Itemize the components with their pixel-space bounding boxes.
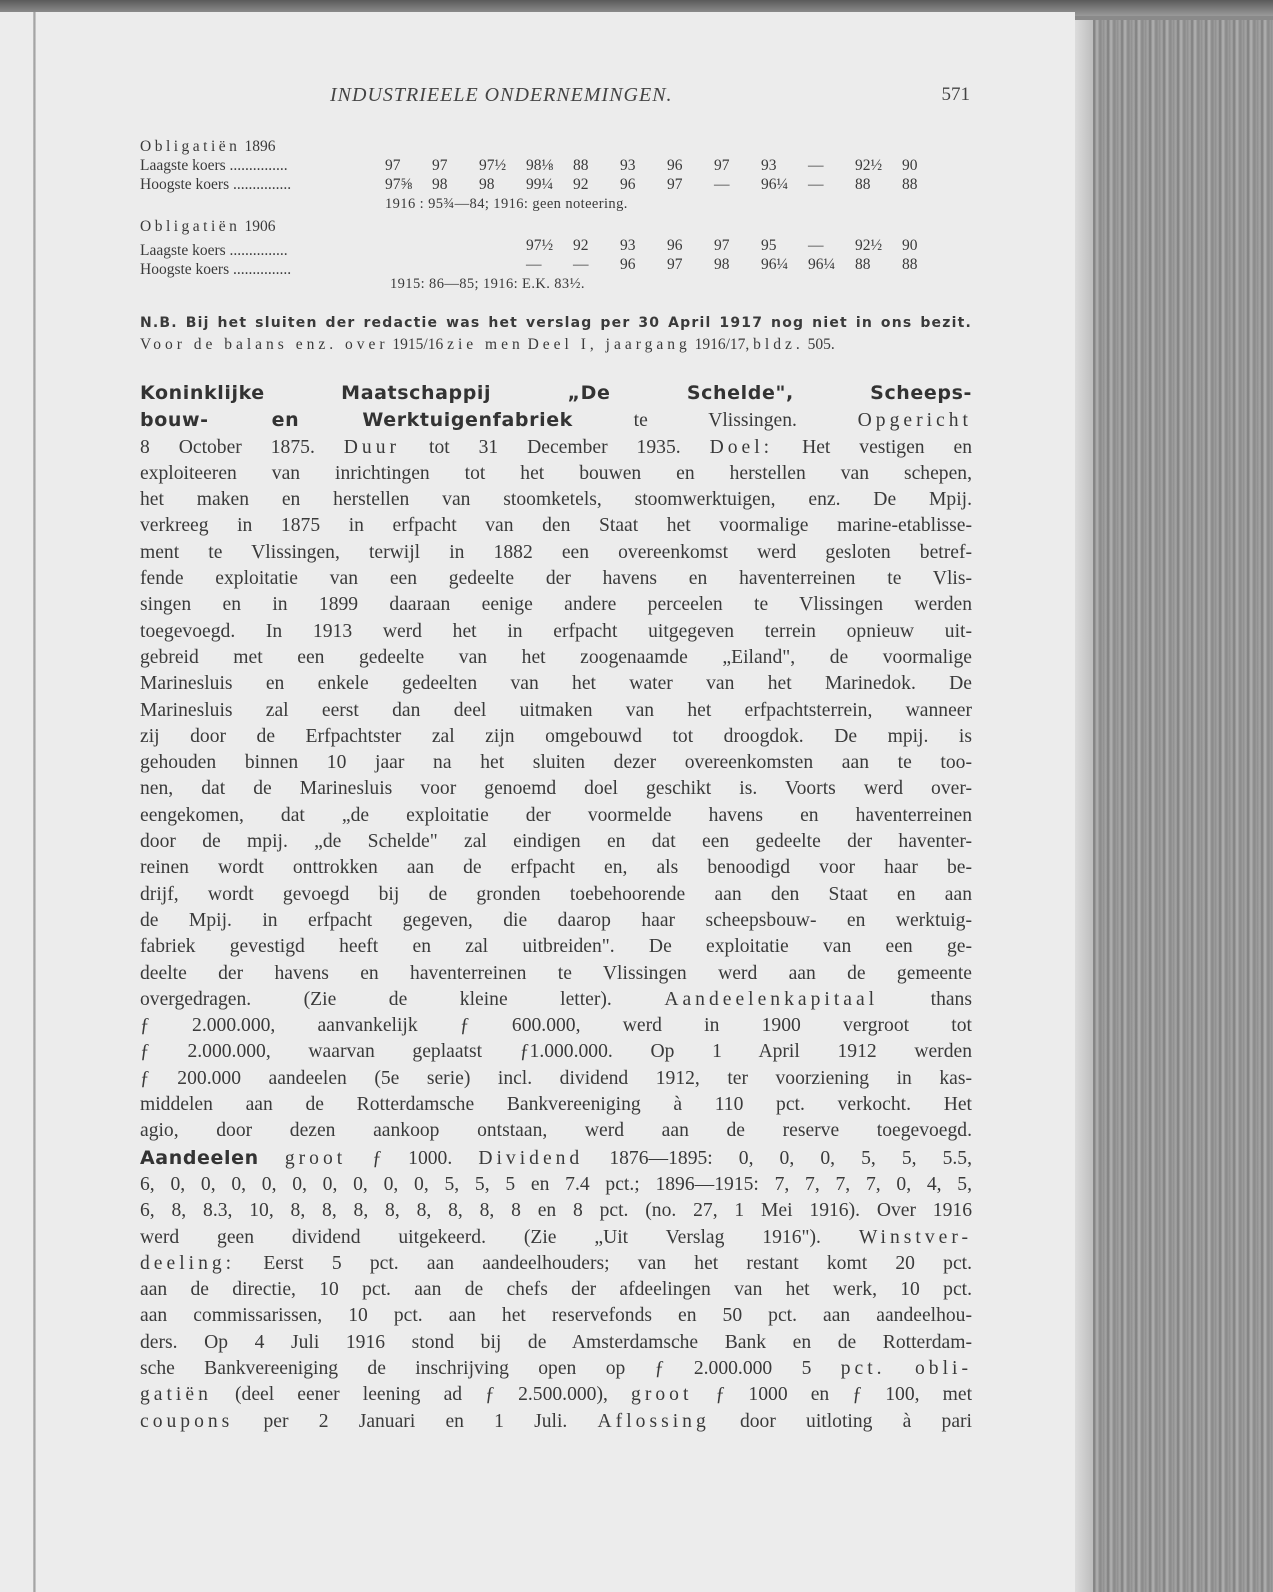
entry-keyword: Dividend <box>478 1147 584 1169</box>
entry-keyword: Doel: <box>709 436 774 458</box>
entry-line: ƒ 2.000.000, aanvankelijk ƒ 600.000, werd in 1900 vergroot tot <box>140 1015 972 1037</box>
table-cell: 92½ <box>855 157 883 174</box>
company-entry <box>140 380 972 1435</box>
table-cell: 88 <box>573 157 589 174</box>
entry-keyword: obli- <box>914 1357 972 1379</box>
table-cell: 98 <box>714 256 730 273</box>
table-cell: 96¼ <box>808 256 836 273</box>
table-cell: 88 <box>902 256 918 273</box>
entry-line: het maken en herstellen van stoomketels, stoomwerktuigen, enz. De Mpij. <box>140 489 972 511</box>
table-cell: 97 <box>667 176 683 193</box>
entry-keyword: groot <box>284 1147 347 1169</box>
table-cell: — <box>714 176 730 193</box>
entry-line: aan commissarissen, 10 pct. aan het reservefonds en 50 pct. aan aandeelhou- <box>140 1305 972 1327</box>
table-cell: 88 <box>855 176 871 193</box>
entry-line <box>140 1356 972 1382</box>
table-cell <box>385 237 432 255</box>
running-title: INDUSTRIEELE ONDERNEMINGEN. <box>330 84 673 106</box>
table-cell: 88 <box>855 256 871 273</box>
bond-heading-label: Obligatiën <box>140 218 241 235</box>
entry-text: thans <box>930 988 972 1010</box>
table-cell <box>385 256 432 274</box>
entry-line: fabriek gevestigd heeft en zal uitbreiden". De exploitatie van een ge- <box>140 936 972 958</box>
table-cell: 96¼ <box>761 256 789 273</box>
page-content <box>140 84 972 1435</box>
table-cell <box>432 256 479 274</box>
table-row <box>140 157 972 176</box>
bond-note: 1915: 86—85; 1916: E.K. 83½. <box>390 276 585 292</box>
entry-line: 6, 0, 0, 0, 0, 0, 0, 0, 0, 0, 5, 5, 5 en 7.4 pct.; 1896—1915: 7, 7, 7, 7, 0, 4, 5, <box>140 1173 972 1195</box>
table-cell: 97 <box>385 157 401 174</box>
entry-line <box>140 380 972 407</box>
table-cell <box>479 237 526 255</box>
entry-line: deelte der havens en haventerreinen te Vlissingen werd aan de gemeente <box>140 962 972 984</box>
entry-text: Het vestigen en <box>802 436 972 458</box>
entry-line: Marinesluis en enkele gedeelten van het water van het Marinedok. De <box>140 673 972 695</box>
entry-line: agio, door dezen aankoop ontstaan, werd aan de reserve toegevoegd. <box>140 1120 972 1142</box>
table-row <box>140 237 972 259</box>
entry-line: gehouden binnen 10 jaar na het sluiten dezer overeenkomsten aan te too- <box>140 752 972 774</box>
entry-text: per 2 Januari en 1 Juli. <box>263 1410 568 1432</box>
entry-keyword: groot <box>631 1384 693 1406</box>
bond-table-1906 <box>140 218 972 294</box>
entry-line <box>140 435 972 461</box>
page-number: 571 <box>941 84 970 105</box>
entry-keyword: Duur <box>343 436 401 458</box>
entry-line: 6, 8, 8.3, 10, 8, 8, 8, 8, 8, 8, 8, 8 en 8 pct. (no. 27, 1 Mei 1916). Over 1916 <box>140 1200 972 1222</box>
entry-text: sche Bankvereeniging de inschrijving open op ƒ 2.000.000 5 <box>140 1357 812 1379</box>
table-cell <box>432 237 479 255</box>
bond-heading-year: 1896 <box>244 138 276 155</box>
entry-line: reinen wordt onttrokken aan de erfpacht en, als benoodigd voor haar be- <box>140 857 972 879</box>
table-cell: 93 <box>620 237 636 254</box>
table-cell: 97½ <box>479 157 507 174</box>
table-cell: 95 <box>761 237 777 254</box>
bond-heading <box>140 218 972 237</box>
table-cell: 99¼ <box>526 176 554 193</box>
entry-keyword: coupons <box>140 1410 234 1432</box>
row-label: Laagste koers ............... <box>140 242 288 259</box>
entry-line: toegevoegd. In 1913 werd het in erfpacht uitgegeven terrein opnieuw uit- <box>140 620 972 642</box>
note-year: 1916/17, <box>694 336 750 353</box>
entry-line: nen, dat de Marinesluis voor genoemd doel geschikt is. Voorts werd over- <box>140 778 972 800</box>
table-cell: 88 <box>902 176 918 193</box>
entry-line: zij door de Erfpachtster zal zijn omgebouwd tot droogdok. De mpij. is <box>140 725 972 747</box>
entry-line: exploiteeren van inrichtingen tot het bouwen en herstellen van schepen, <box>140 462 972 484</box>
note-text: bldz. <box>753 336 804 353</box>
note-page: 505. <box>807 336 835 353</box>
entry-text: ƒ 1000. <box>372 1147 453 1169</box>
table-cell: 97 <box>667 256 683 273</box>
table-cell: 93 <box>620 157 636 174</box>
table-cell: 92 <box>573 237 589 254</box>
table-cell: — <box>573 256 589 273</box>
entry-line: de Mpij. in erfpacht gegeven, die daarop haar scheepsbouw- en werktuig- <box>140 909 972 931</box>
entry-line: aan de directie, 10 pct. aan de chefs der afdeelingen van het werk, 10 pct. <box>140 1279 972 1301</box>
table-cell: 98 <box>432 176 448 193</box>
entry-keyword: Aflossing <box>597 1410 710 1432</box>
row-label: Laagste koers ............... <box>140 157 288 174</box>
entry-line: Marinesluis zal eerst dan deel uitmaken van het erfpachtsterrein, wanneer <box>140 699 972 721</box>
entry-line: singen en in 1899 daaraan eenige andere perceelen te Vlissingen werden <box>140 594 972 616</box>
entry-keyword: deeling: <box>140 1252 236 1274</box>
table-cell: 98⅛ <box>526 157 554 174</box>
entry-keyword: pct. <box>840 1357 886 1379</box>
entry-line: ƒ 200.000 aandeelen (5e serie) incl. dividend 1912, ter voorziening in kas- <box>140 1067 972 1089</box>
entry-line: verkreeg in 1875 in erfpacht van den Staat het voormalige marine-etablisse- <box>140 515 972 537</box>
entry-line <box>140 1145 972 1172</box>
entry-text: overgedragen. (Zie de kleine letter). <box>140 988 612 1010</box>
table-cell: 92 <box>573 176 589 193</box>
table-cell: 97⅝ <box>385 176 413 193</box>
entry-bold-keyword: Aandeelen <box>140 1146 259 1169</box>
page-stack-edge <box>1075 20 1273 1592</box>
table-cell: 90 <box>902 157 918 174</box>
entry-text: ƒ 1000 en ƒ 100, met <box>715 1384 973 1406</box>
bond-table-1896 <box>140 138 972 214</box>
entry-text: 1876—1895: 0, 0, 0, 5, 5, 5.5, <box>609 1147 973 1169</box>
entry-line: eengekomen, dat „de exploitatie der voormelde havens en haventerreinen <box>140 804 972 826</box>
entry-line <box>140 407 972 434</box>
table-cell: — <box>808 157 824 174</box>
page-gutter <box>33 12 36 1592</box>
entry-text: (deel eener leening ad ƒ 2.500.000), <box>235 1384 608 1406</box>
note-bold-text: N.B. Bij het sluiten der redactie was het verslag per 30 April 1917 nog niet in ons bezit. <box>140 315 972 331</box>
table-row <box>140 176 972 195</box>
entry-text: te Vlissingen. <box>633 410 797 432</box>
entry-keyword: Opgericht <box>857 410 972 432</box>
bond-heading-label: Obligatiën <box>140 138 241 155</box>
entry-line: drijf, wordt gevoegd bij de gronden toebehoorende aan den Staat en aan <box>140 883 972 905</box>
entry-line: fende exploitatie van een gedeelte der havens en haventerreinen te Vlis- <box>140 568 972 590</box>
note-text: zie men <box>447 336 524 353</box>
note-year: 1915/16 <box>392 336 444 353</box>
entry-line: ƒ 2.000.000, waarvan geplaatst ƒ1.000.000. Op 1 April 1912 werden <box>140 1041 972 1063</box>
table-cell: 97 <box>714 157 730 174</box>
bond-note: 1916 : 95¾—84; 1916: geen noteering. <box>385 196 628 212</box>
row-label: Hoogste koers ............... <box>140 261 292 278</box>
entry-line <box>140 987 972 1013</box>
entry-text: werd geen dividend uitgekeerd. (Zie „Uit Verslag 1916"). <box>140 1226 821 1248</box>
entry-line: door de mpij. „de Schelde" zal eindigen en dat een gedeelte der haventer- <box>140 831 972 853</box>
entry-text: tot 31 December 1935. <box>429 436 681 458</box>
entry-keyword: gatiën <box>140 1384 212 1406</box>
entry-line <box>140 1251 972 1277</box>
bond-heading-year: 1906 <box>244 218 276 235</box>
row-label: Hoogste koers ............... <box>140 176 292 193</box>
table-cell: 97 <box>432 157 448 174</box>
running-head <box>140 84 972 118</box>
entry-text: 8 October 1875. <box>140 436 315 458</box>
table-cell: 96¼ <box>761 176 789 193</box>
table-cell: 96 <box>620 176 636 193</box>
entry-text: door uitloting à pari <box>739 1410 972 1432</box>
table-cell <box>479 256 526 274</box>
note-text: Voor de balans enz. over <box>140 336 389 353</box>
bond-heading <box>140 138 972 157</box>
entry-line <box>140 1382 972 1408</box>
table-cell: 90 <box>902 237 918 254</box>
entry-line: middelen aan de Rotterdamsche Bankvereeniging à 110 pct. verkocht. Het <box>140 1094 972 1116</box>
note-text: Deel I, jaargang <box>527 336 691 353</box>
table-cell: — <box>808 237 824 254</box>
table-cell: — <box>808 176 824 193</box>
table-cell: 96 <box>620 256 636 273</box>
company-title: Koninklijke Maatschappij „De Schelde", Scheeps- <box>140 382 972 404</box>
company-title: bouw- en Werktuigenfabriek <box>140 409 573 432</box>
entry-text: Eerst 5 pct. aan aandeelhouders; van het restant komt 20 pct. <box>263 1252 972 1274</box>
table-cell: 97 <box>714 237 730 254</box>
entry-keyword: Aandeelenkapitaal <box>664 988 879 1010</box>
table-cell: 96 <box>667 237 683 254</box>
page-stack-highlight <box>1075 20 1093 1592</box>
entry-line <box>140 1225 972 1251</box>
table-cell: 92½ <box>855 237 883 254</box>
entry-line <box>140 1409 972 1435</box>
table-cell: — <box>526 256 542 273</box>
entry-line: ment te Vlissingen, terwijl in 1882 een overeenkomst werd gesloten betref- <box>140 541 972 563</box>
entry-line: gebreid met een gedeelte van het zoogenaamde „Eiland", de voormalige <box>140 646 972 668</box>
table-cell: 97½ <box>526 237 554 254</box>
table-cell: 98 <box>479 176 495 193</box>
table-cell: 93 <box>761 157 777 174</box>
entry-keyword: Winstver- <box>858 1226 972 1248</box>
entry-line: ders. Op 4 Juli 1916 stond bij de Amsterdamsche Bank en de Rotterdam- <box>140 1331 972 1353</box>
editorial-note <box>140 312 972 356</box>
table-cell: 96 <box>667 157 683 174</box>
